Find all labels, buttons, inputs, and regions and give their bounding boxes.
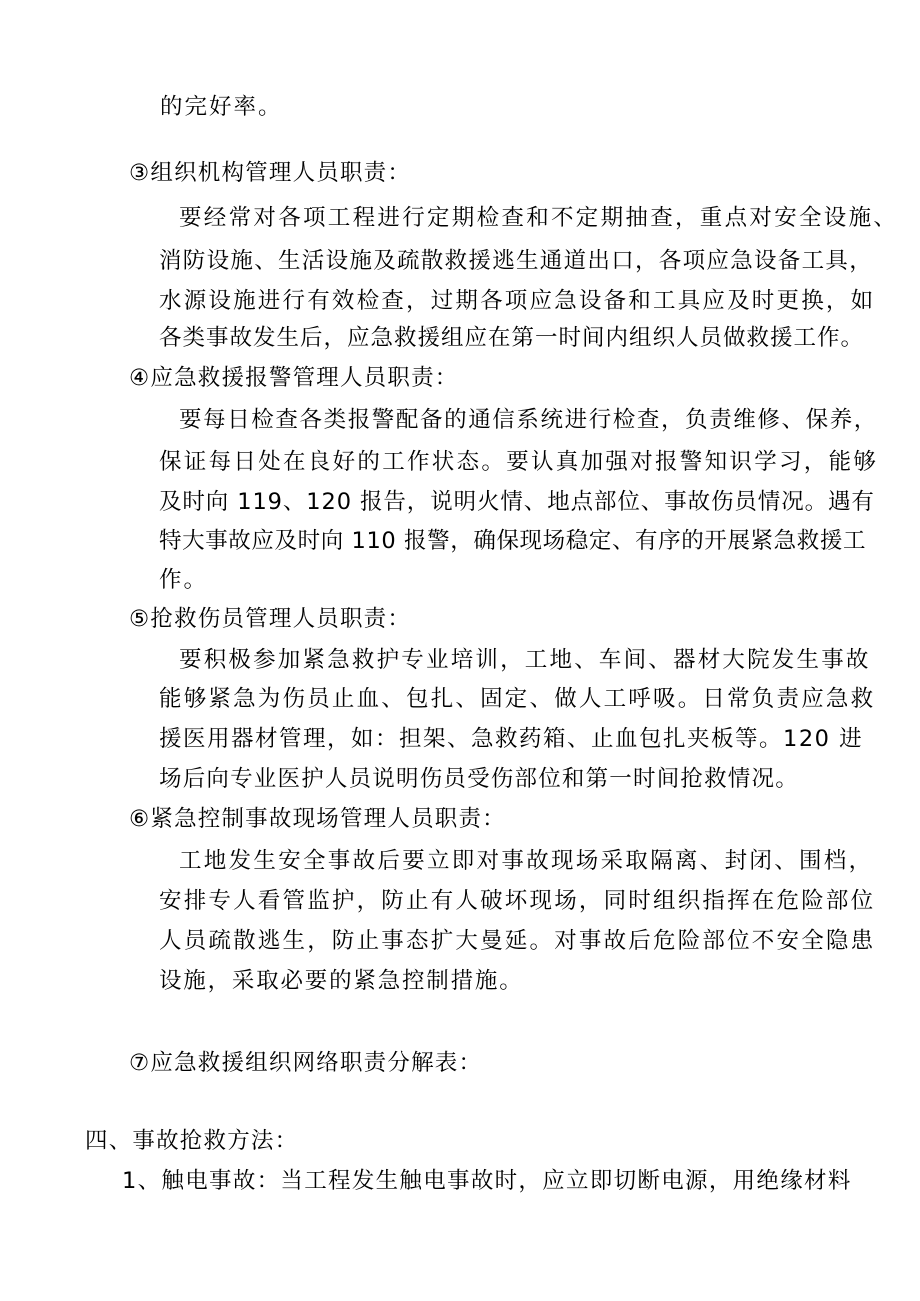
text-line: 及时向 119、120 报告，说明火情、地点部位、事故伤员情况。遇有 [159,489,875,515]
text-line: 要经常对各项工程进行定期检查和不定期抽查，重点对安全设施、 [179,205,899,231]
text-line: 消防设施、生活设施及疏散救援逃生通道出口，各项应急设备工具， [159,248,874,274]
text-line: 特大事故应及时向 110 报警，确保现场稳定、有序的开展紧急救援工 [159,528,867,554]
section-heading: 四、事故抢救方法： [85,1128,299,1154]
text-line: 人员疏散逃生，防止事态扩大曼延。对事故后危险部位不安全隐患 [159,928,876,954]
text-line: 场后向专业医护人员说明伤员受伤部位和第一时间抢救情况。 [159,766,799,792]
text-line: 工地发生安全事故后要立即对事故现场采取隔离、封闭、围档， [179,848,874,874]
text-line: 设施，采取必要的紧急控制措施。 [159,968,524,994]
text-line: 能够紧急为伤员止血、包扎、固定、做人工呼吸。日常负责应急救 [159,686,876,712]
text-line: 的完好率。 [160,94,283,120]
text-line: 援医用器材管理，如：担架、急救药箱、止血包扎夹板等。120 进 [159,726,864,752]
text-line: 安排专人看管监护，防止有人破坏现场，同时组织指挥在危险部位 [159,888,876,914]
text-line: 水源设施进行有效检查，过期各项应急设备和工具应及时更换，如 [159,288,876,314]
subsection-heading: ③组织机构管理人员职责： [129,160,412,186]
text-line: 1、触电事故：当工程发生触电事故时，应立即切断电源，用绝缘材料 [122,1168,852,1194]
text-line: 保证每日处在良好的工作状态。要认真加强对报警知识学习，能够 [159,449,879,475]
text-line: 各类事故发生后，应急救援组应在第一时间内组织人员做救援工作。 [159,325,865,351]
subsection-heading: ④应急救援报警管理人员职责： [129,365,459,391]
text-line: 要积极参加紧急救护专业培训，工地、车间、器材大院发生事故 [179,647,871,673]
subsection-heading: ⑥紧急控制事故现场管理人员职责： [129,806,506,832]
subsection-heading: ⑦应急救援组织网络职责分解表： [129,1050,483,1076]
subsection-heading: ⑤抢救伤员管理人员职责： [129,606,412,632]
text-line: 作。 [159,567,209,593]
text-line: 要每日检查各类报警配备的通信系统进行检查，负责维修、保养， [179,407,878,433]
